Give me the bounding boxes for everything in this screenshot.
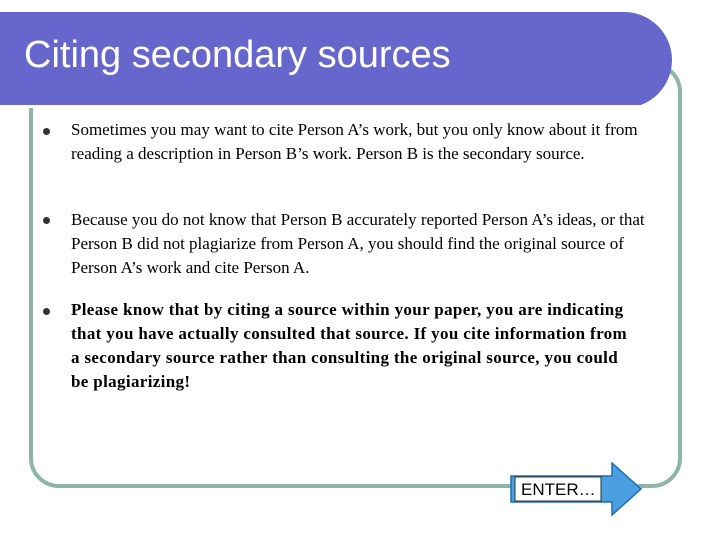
title-underline: [0, 105, 664, 108]
bullet-dot-icon: [43, 217, 50, 224]
bullet-dot-icon: [43, 308, 50, 315]
bullet-dot-icon: [43, 128, 50, 135]
bullet-text: Because you do not know that Person B accurately reported Person A’s ideas, or that Person B did not plagiarize from Person A, you should find the original source of Person A’s work and cite Person A.: [71, 210, 645, 277]
bullet-text: Please know that by citing a source within your paper, you are indicating that you have actually consulted that source. If you cite information from a secondary source rather than consulting the original source, you could be plagiarizing!: [71, 300, 628, 391]
bullet-text: Sometimes you may want to cite Person A’s work, but you only know about it from reading a description in Person B’s work. Person B is the secondary source.: [71, 120, 638, 163]
enter-button-label: ENTER…: [521, 480, 596, 499]
enter-button[interactable]: [510, 462, 642, 516]
slide-title: Citing secondary sources: [24, 34, 451, 76]
